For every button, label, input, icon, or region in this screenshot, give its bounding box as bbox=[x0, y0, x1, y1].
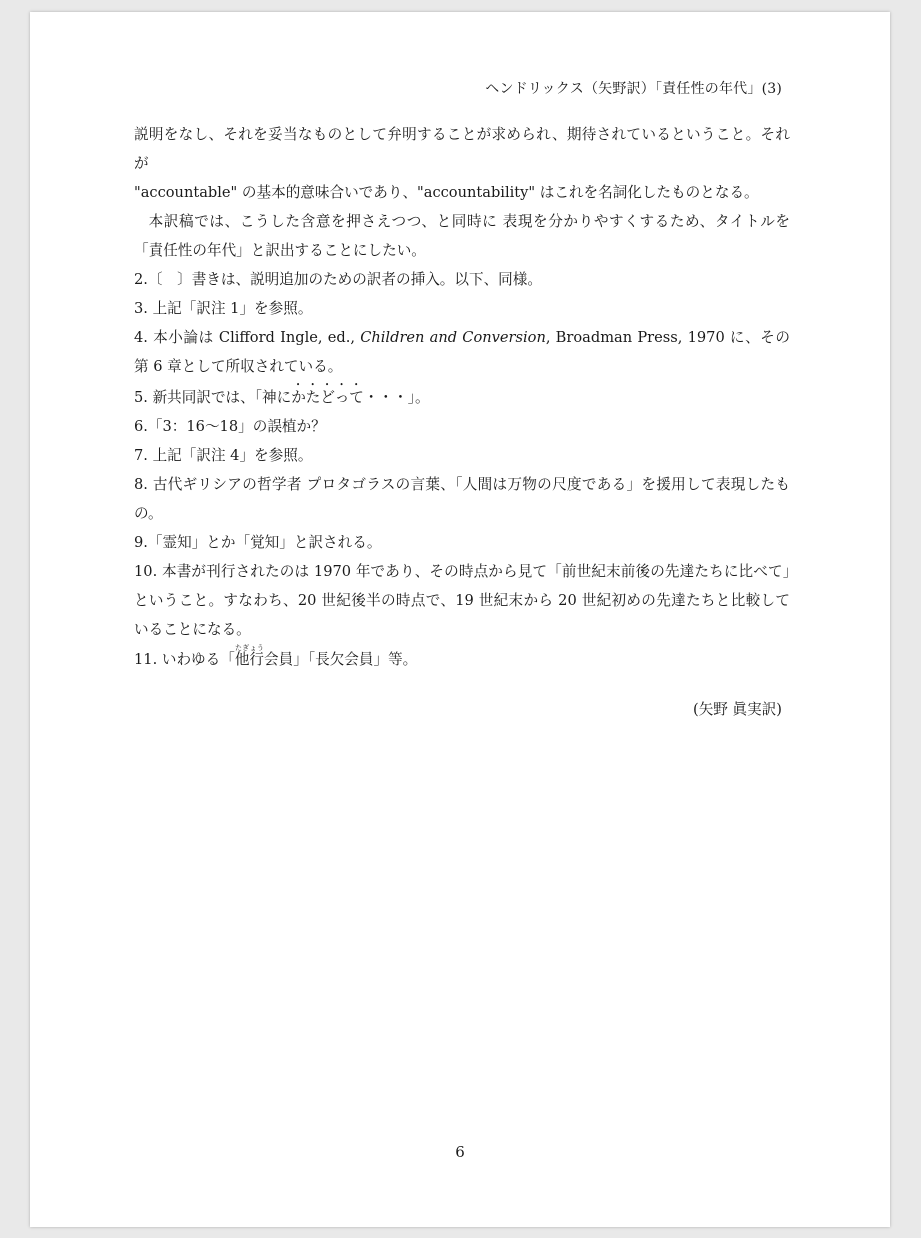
emphasized-text: かたどって bbox=[291, 389, 364, 406]
footnote-text: ・・・」。 bbox=[363, 389, 430, 406]
document-page bbox=[30, 12, 890, 1227]
paragraph-line: 説明をなし、それを妥当なものとして弁明することが求められ、期待されているということ。それが bbox=[134, 126, 790, 172]
page-number: 6 bbox=[455, 1143, 465, 1161]
footnote-11 bbox=[134, 644, 790, 674]
footnote-6: 6.「3：16〜18」の誤植か？ bbox=[134, 418, 326, 435]
footnote-7: 7. 上記「訳注 4」を参照。 bbox=[134, 447, 313, 464]
footnote-9: 9.「霊知」とか「覚知」と訳される。 bbox=[134, 534, 382, 551]
translator-credit: (矢野 眞実訳) bbox=[693, 701, 782, 718]
footnote-10: 10. 本書が刊行されたのは 1970 年であり、その時点から見て「前世紀末前後の先達たちに比べて」ということ。すなわち、20 世紀後半の時点で、19 世紀末から 20 世紀初めの先達たちと比較していることになる。 bbox=[134, 563, 790, 638]
page-body bbox=[134, 120, 790, 674]
ruby-annotation bbox=[234, 644, 265, 668]
footnote-text: 4. 本小論は Clifford Ingle, ed., bbox=[134, 329, 361, 346]
footnote-text: 11. いわゆる「 bbox=[134, 651, 235, 668]
footnote-text: 会員」「長欠会員」等。 bbox=[264, 651, 418, 668]
footnote-3: 3. 上記「訳注 1」を参照。 bbox=[134, 300, 313, 317]
running-head: ヘンドリックス（矢野訳）「責任性の年代」(3) bbox=[485, 81, 782, 97]
footnote-text: 5. 新共同訳では、「神に bbox=[134, 389, 292, 406]
footnote-2: 2.〔 〕書きは、説明追加のための訳者の挿入。以下、同様。 bbox=[134, 271, 542, 288]
ruby-reading: たぎょう bbox=[234, 644, 265, 652]
footnote-8: 8. 古代ギリシアの哲学者 プロタゴラスの言葉、「人間は万物の尺度である」を援用して表現したもの。 bbox=[134, 476, 790, 522]
ruby-base: 他行 bbox=[234, 651, 265, 668]
footnote-4 bbox=[134, 323, 790, 381]
paragraph: 本訳稿では、こうした含意を押さえつつ、と同時に 表現を分かりやすくするため、タイトルを「責任性の年代」と訳出することにしたい。 bbox=[134, 213, 790, 259]
footnote-5 bbox=[134, 381, 790, 412]
footnote-text: , Broadman Press, 1970 に、その第 6 章として所収されている。 bbox=[134, 329, 790, 375]
paragraph-line: "accountable" の基本的意味合いであり、"accountability" はこれを名詞化したものとなる。 bbox=[134, 184, 759, 201]
book-title: Children and Conversion bbox=[360, 329, 546, 346]
